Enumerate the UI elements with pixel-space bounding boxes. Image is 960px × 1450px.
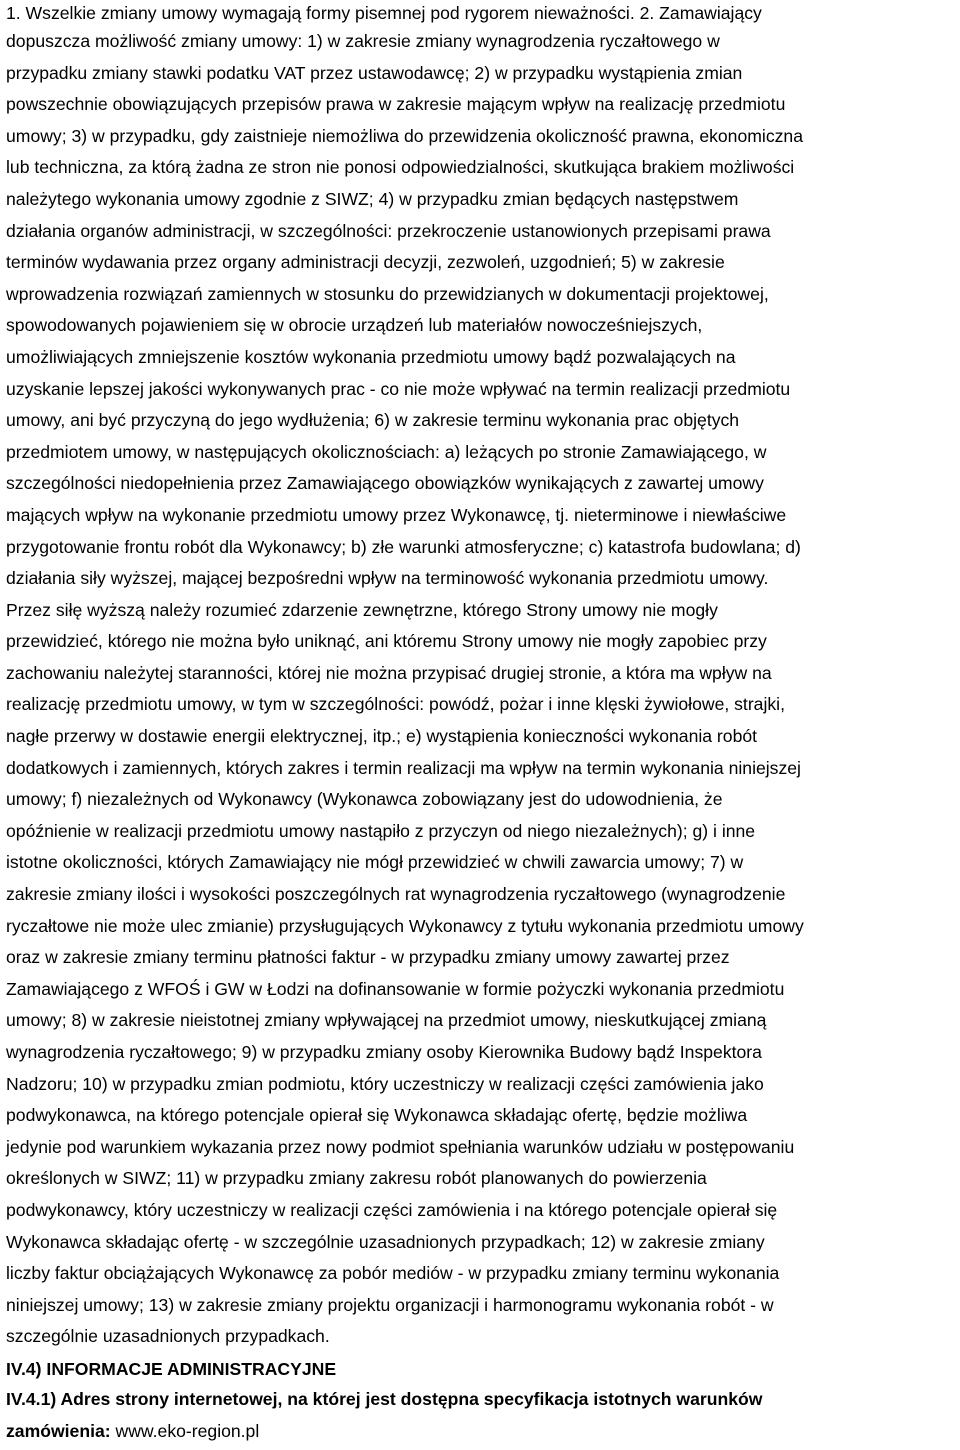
text-line: umowy; 8) w zakresie nieistotnej zmiany wpływającej na przedmiot umowy, nieskutkującej zmianą	[6, 1010, 767, 1031]
text-line: realizację przedmiotu umowy, w tym w szczególności: powódź, pożar i inne klęski żywiołowe, strajki,	[6, 694, 785, 715]
subsection-heading: IV.4.1) Adres strony internetowej, na której jest dostępna specyfikacja istotnych warunków	[6, 1388, 763, 1409]
text-line: lub techniczna, za którą żadna ze stron nie ponosi odpowiedzialności, skutkująca brakiem możliwości	[6, 157, 795, 178]
text-line: Wykonawca składając ofertę - w szczególnie uzasadnionych przypadkach; 12) w zakresie zmiany	[6, 1231, 765, 1252]
text-line: wynagrodzenia ryczałtowego; 9) w przypadku zmiany osoby Kierownika Budowy bądź Inspektora	[6, 1042, 762, 1062]
text-line: istotne okoliczności, których Zamawiający nie mógł przewidzieć w chwili zawarcia umowy; 7) w	[6, 852, 744, 873]
text-line: działania siły wyższej, mającej bezpośredni wpływ na terminowość wykonania przedmiotu umowy.	[6, 568, 769, 589]
text-line: należytego wykonania umowy zgodnie z SIWZ; 4) w przypadku zmian będących następstwem	[6, 188, 739, 209]
text-line: spowodowanych pojawieniem się w obrocie urządzeń lub materiałów nowocześniejszych,	[6, 315, 703, 336]
text-line: określonych w SIWZ; 11) w przypadku zmiany zakresu robót planowanych do powierzenia	[6, 1168, 707, 1189]
text-line: umożliwiających zmniejszenie kosztów wykonania przedmiotu umowy bądź pozwalających na	[6, 346, 736, 367]
text-line: podwykonawcy, który uczestniczy w realizacji części zamówienia i na którego potencjale opierał się	[6, 1199, 778, 1220]
website-label: zamówienia:	[6, 1420, 111, 1441]
text-line: przewidzieć, którego nie można było uniknąć, ani któremu Strony umowy nie mogły zapobiec przy	[6, 631, 767, 652]
website-line	[6, 1416, 958, 1448]
text-line: opóźnienie w realizacji przedmiotu umowy nastąpiło z przyczyn od niego niezależnych); g) i inne	[6, 820, 756, 841]
document-page	[6, 0, 958, 1447]
text-line: umowy, ani być przyczyną do jego wydłużenia; 6) w zakresie terminu wykonania prac objętych	[6, 410, 740, 431]
text-line: terminów wydawania przez organy administracji decyzji, zezwoleń, uzgodnień; 5) w zakresie	[6, 252, 725, 273]
text-line: 1. Wszelkie zmiany umowy wymagają formy pisemnej pod rygorem nieważności. 2. Zamawiający	[6, 3, 762, 23]
text-line: szczególnie uzasadnionych przypadkach.	[6, 1326, 330, 1347]
text-line: przedmiotem umowy, w następujących okolicznościach: a) leżących po stronie Zamawiającego, w	[6, 441, 767, 462]
website-url: www.eko-region.pl	[115, 1420, 260, 1441]
text-line: Nadzoru; 10) w przypadku zmian podmiotu, który uczestniczy w realizacji części zamówienia jako	[6, 1073, 764, 1094]
text-line: przypadku zmiany stawki podatku VAT przez ustawodawcę; 2) w przypadku wystąpienia zmian	[6, 62, 743, 83]
contract-amendments-paragraph	[6, 0, 958, 1353]
text-line: ryczałtowe nie może ulec zmianie) przysługujących Wykonawcy z tytułu wykonania przedmiotu umowy	[6, 915, 804, 936]
text-line: zachowaniu należytej staranności, której nie można przypisać drugiej stronie, a która ma wpływ na	[6, 662, 772, 683]
text-line: szczególności niedopełnienia przez Zamawiającego obowiązków wynikających z zawartej umowy	[6, 473, 764, 494]
text-line: zakresie zmiany ilości i wysokości poszczególnych rat wynagrodzenia ryczałtowego (wynagrodzenie	[6, 884, 786, 905]
text-line: podwykonawca, na którego potencjale opierał się Wykonawca składając ofertę, będzie możliwa	[6, 1105, 748, 1126]
text-line: umowy; f) niezależnych od Wykonawcy (Wykonawca zobowiązany jest do udowodnienia, że	[6, 789, 723, 810]
text-line: dodatkowych i zamiennych, których zakres i termin realizacji ma wpływ na termin wykonania niniejszej	[6, 757, 801, 778]
text-line: nagłe przerwy w dostawie energii elektrycznej, itp.; e) wystąpienia konieczności wykonania robót	[6, 726, 758, 747]
text-line: przygotowanie frontu robót dla Wykonawcy; b) złe warunki atmosferyczne; c) katastrofa budowlana; d)	[6, 536, 801, 557]
text-line: oraz w zakresie zmiany terminu płatności faktur - w przypadku zmiany umowy zawartej przez	[6, 947, 730, 968]
text-line: powszechnie obowiązujących przepisów prawa w zakresie mającym wpływ na realizację przedmiotu	[6, 94, 786, 115]
text-line: niniejszej umowy; 13) w zakresie zmiany projektu organizacji i harmonogramu wykonania robót - w	[6, 1294, 774, 1315]
text-line: uzyskanie lepszej jakości wykonywanych prac - co nie może wpływać na termin realizacji przedmiotu	[6, 378, 791, 399]
text-line: Zamawiającego z WFOŚ i GW w Łodzi na dofinansowanie w formie pożyczki wykonania przedmiotu	[6, 978, 785, 999]
text-line: Przez siłę wyższą należy rozumieć zdarzenie zewnętrzne, którego Strony umowy nie mogły	[6, 599, 718, 620]
text-line: jedynie pod warunkiem wykazania przez nowy podmiot spełniania warunków udziału w postępowaniu	[6, 1136, 795, 1157]
section-heading: IV.4) INFORMACJE ADMINISTRACYJNE	[6, 1358, 337, 1379]
text-line: umowy; 3) w przypadku, gdy zaistnieje niemożliwa do przewidzenia okoliczność prawna, ekonomiczna	[6, 125, 803, 146]
text-line: mających wpływ na wykonanie przedmiotu umowy przez Wykonawcę, tj. nieterminowe i niewłaściwe	[6, 504, 787, 525]
text-line: dopuszcza możliwość zmiany umowy: 1) w zakresie zmiany wynagrodzenia ryczałtowego w	[6, 31, 720, 51]
text-line: działania organów administracji, w szczególności: przekroczenie ustanowionych przepisami prawa	[6, 220, 771, 241]
text-line: liczby faktur obciążających Wykonawcę za pobór mediów - w przypadku zmiany terminu wykonania	[6, 1263, 780, 1284]
text-line: wprowadzenia rozwiązań zamiennych w stosunku do przewidzianych w dokumentacji projektowej,	[6, 283, 769, 304]
